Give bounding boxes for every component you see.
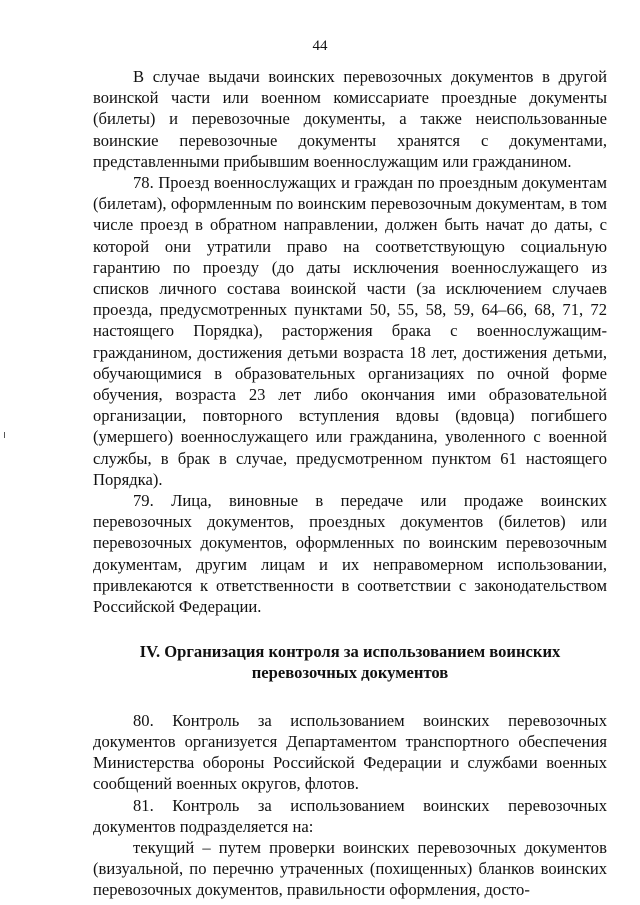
page-number: 44 — [312, 38, 328, 54]
section-heading: IV. Организация контроля за использованием воинских перевозочных документов — [139, 642, 561, 683]
paragraph-current-control: текущий – путем проверки воинских перевозочных документов (визуальной, по перечню утраченных (похищенных) бланков воинских перевозочных документов, правильности оформления, досто- — [93, 837, 607, 900]
margin-mark — [4, 432, 5, 438]
paragraph-81: 81. Контроль за использованием воинских перевозочных документов подразделяется на: — [93, 795, 607, 836]
document-body — [93, 66, 607, 901]
paragraph-79: 79. Лица, виновные в передаче или продаже воинских перевозочных документов, проездных документов (билетов) или перевозочных документов, оформленных по воинским перевозочным документам, другим лицам и их неправомерном использовании, привлекаются к ответственности в соответствии с законодательством Российской Федерации. — [93, 491, 607, 617]
paragraph-document-storage: В случае выдачи воинских перевозочных документов в другой воинской части или военном комиссариате проездные документы (билеты) и перевозочные документы, а также неиспользованные воинские перевозочные документы хранятся с документами, представленными прибывшим военнослужащим или гражданином. — [93, 67, 607, 171]
paragraph-80: 80. Контроль за использованием воинских перевозочных документов организуется Департаментом транспортного обеспечения Министерства обороны Российской Федерации и службами военных сообщений военных округов, флотов. — [93, 710, 607, 794]
paragraph-78: 78. Проезд военнослужащих и граждан по проездным документам (билетам), оформленным по воинским перевозочным документам, в том числе проезд в обратном направлении, должен быть начат до даты, с которой они утратили право на соответствующую социальную гарантию по проезду (до даты исключения военнослужащего из списков личного состава воинской части (за исключением случаев проезда, предусмотренных пунктами 50, 55, 58, 59, 64–66, 68, 71, 72 настоящего Порядка), расторжения брака с военнослужащим-гражданином, достижения детьми возраста 18 лет, достижения детьми, обучающимися в образовательных организациях по очной форме обучения, возраста 23 лет либо окончания ими образовательной организации, повторного вступления вдовы (вдовца) погибшего (умершего) военнослужащего или гражданина, уволенного с военной службы, в брак в случае, предусмотренном пунктом 61 настоящего Порядка). — [93, 173, 607, 489]
